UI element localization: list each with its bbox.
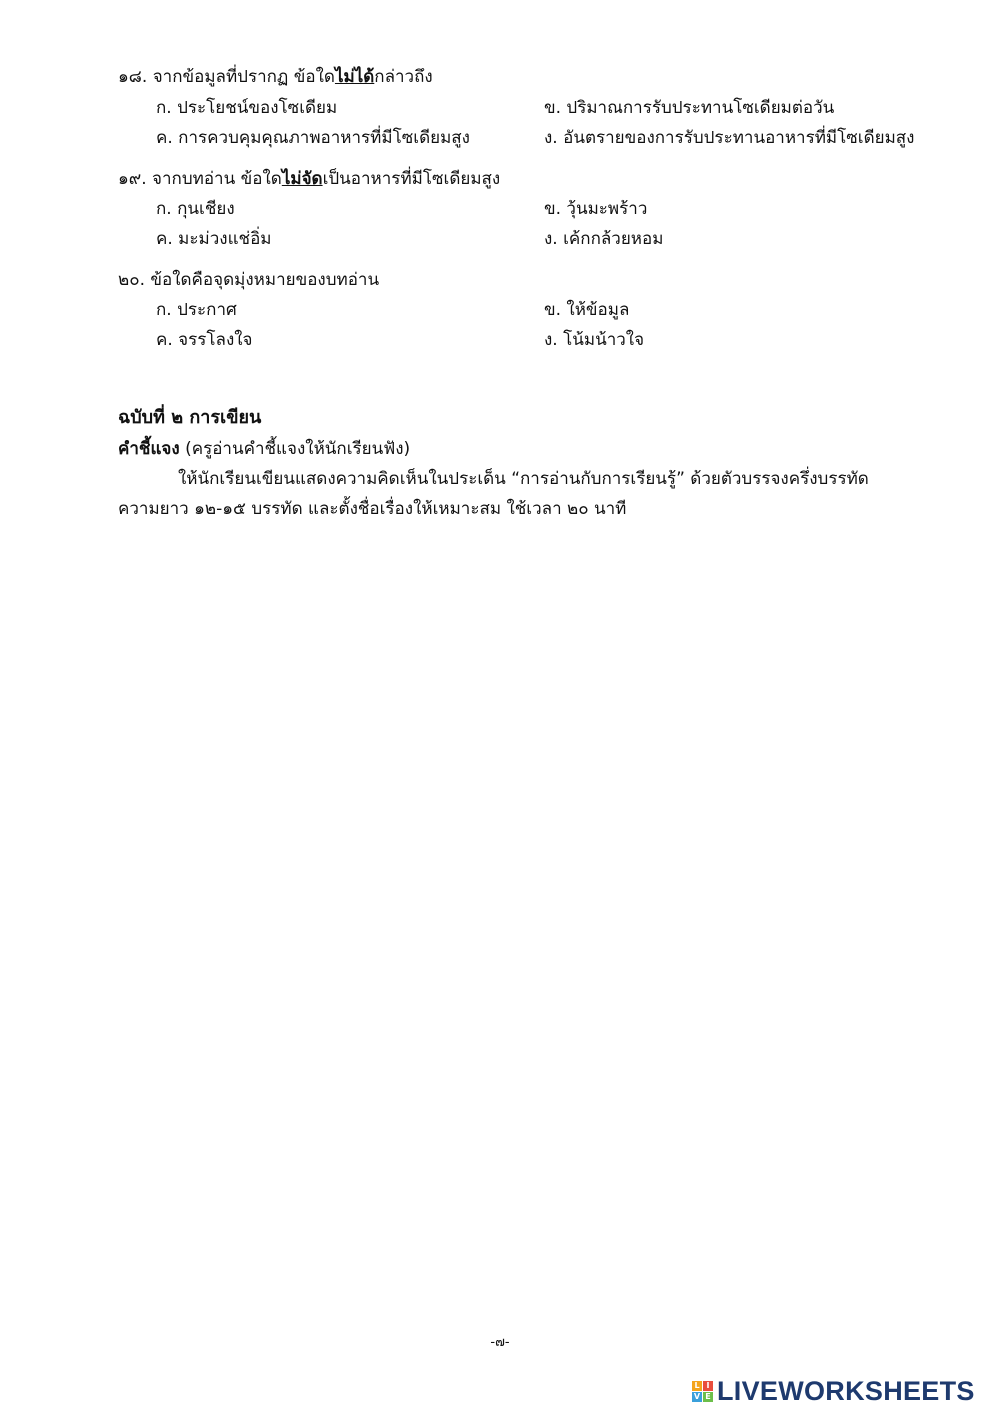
question-18 (118, 66, 433, 88)
paragraph-line-2: ความยาว ๑๒-๑๕ บรรทัด และตั้งชื่อเรื่องให้เหมาะสม ใช้เวลา ๒๐ นาที (118, 499, 627, 519)
liveworksheets-logo (692, 1376, 975, 1407)
page-number: -๗- (490, 1335, 510, 1350)
question-20 (118, 269, 379, 291)
liveworksheets-icon (692, 1381, 713, 1402)
instruction-label: คำชี้แจง (118, 439, 180, 459)
question-20-option-a[interactable]: ก. ประกาศ (156, 300, 237, 320)
logo-icon-letter: E (703, 1392, 713, 1402)
instruction (118, 435, 410, 462)
question-19 (118, 168, 500, 190)
logo-icon-letter: V (693, 1392, 701, 1401)
question-19-option-b[interactable]: ข. วุ้นมะพร้าว (544, 199, 648, 219)
question-18-emphasis: ไม่ได้ (334, 67, 375, 87)
question-18-option-c[interactable]: ค. การควบคุมคุณภาพอาหารที่มีโซเดียมสูง (156, 128, 470, 148)
question-19-option-d[interactable]: ง. เค้กกล้วยหอม (544, 229, 664, 249)
instruction-text: (ครูอ่านคำชี้แจงให้นักเรียนฟัง) (179, 439, 411, 459)
logo-text: LIVEWORKSHEETS (717, 1376, 975, 1406)
question-19-option-c[interactable]: ค. มะม่วงแช่อิ่ม (156, 229, 272, 249)
question-20-pre: ๒๐. ข้อใดคือจุดมุ่งหมายของบทอ่าน (118, 270, 380, 290)
question-18-option-b[interactable]: ข. ปริมาณการรับประทานโซเดียมต่อวัน (544, 98, 835, 118)
logo-icon-letter: L (692, 1381, 702, 1391)
section-title: ฉบับที่ ๒ การเขียน (118, 407, 262, 428)
question-20-option-b[interactable]: ข. ให้ข้อมูล (544, 300, 630, 320)
question-18-option-a[interactable]: ก. ประโยชน์ของโซเดียม (156, 98, 338, 118)
question-19-pre: ๑๙. จากบทอ่าน ข้อใด (118, 169, 282, 189)
question-19-emphasis: ไม่จัด (281, 169, 323, 189)
question-18-post: กล่าวถึง (374, 67, 433, 87)
question-20-option-d[interactable]: ง. โน้มน้าวใจ (544, 330, 645, 350)
question-18-pre: ๑๘. จากข้อมูลที่ปรากฏ ข้อใด (118, 67, 335, 87)
question-18-option-d[interactable]: ง. อันตรายของการรับประทานอาหารที่มีโซเดียมสูง (544, 128, 915, 148)
question-20-option-c[interactable]: ค. จรรโลงใจ (156, 330, 253, 350)
question-19-option-a[interactable]: ก. กุนเชียง (156, 199, 235, 219)
logo-icon-letter: I (703, 1381, 713, 1391)
paragraph-line-1: ให้นักเรียนเขียนแสดงความคิดเห็นในประเด็น “การอ่านกับการเรียนรู้” ด้วยตัวบรรจงครึ่งบรรทัด (178, 469, 869, 489)
question-19-post: เป็นอาหารที่มีโซเดียมสูง (322, 169, 501, 189)
